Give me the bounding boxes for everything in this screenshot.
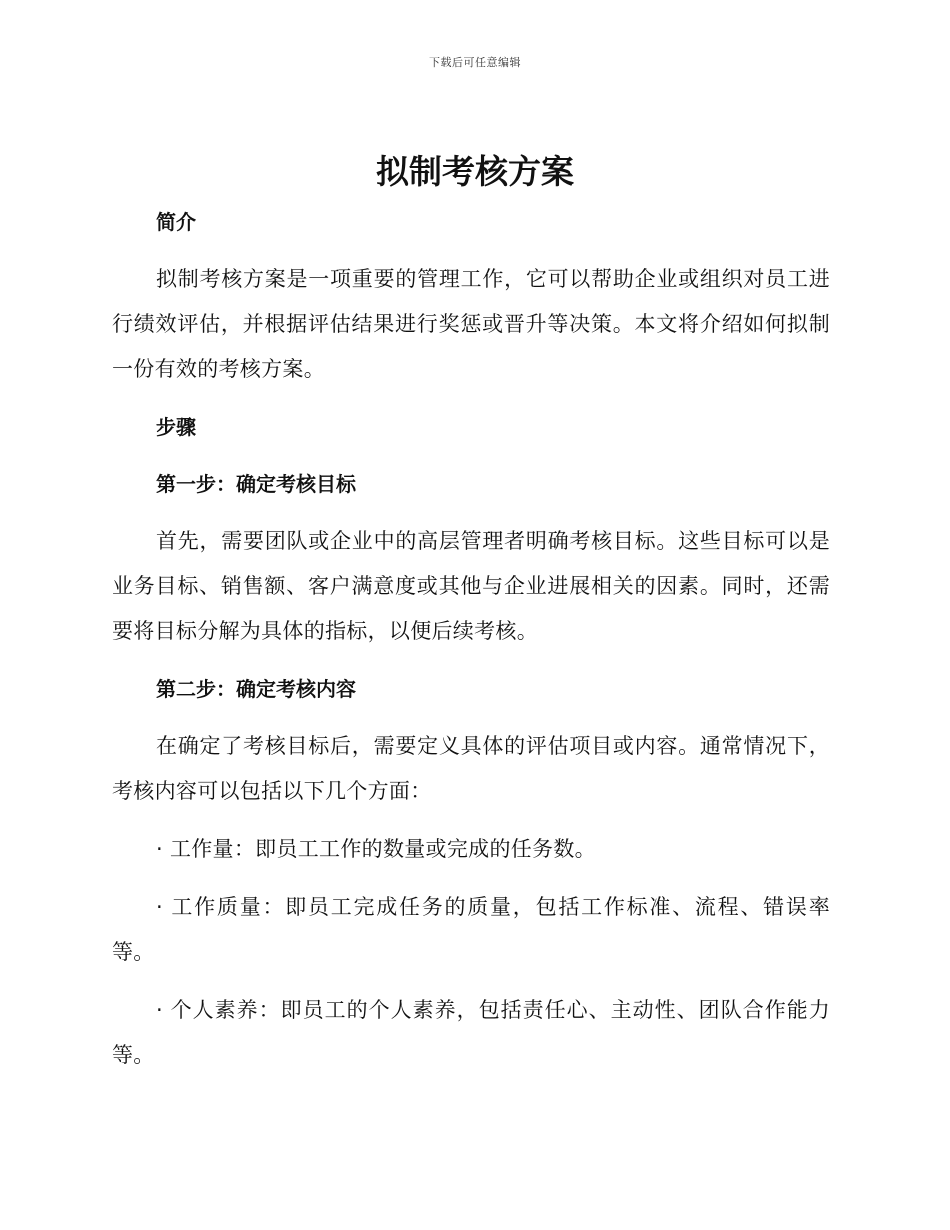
document-title: 拟制考核方案 — [376, 152, 574, 191]
header-note: 下载后可任意编辑 — [429, 56, 521, 69]
step1-heading: 第一步：确定考核目标 — [156, 472, 356, 496]
steps-heading: 步骤 — [156, 415, 196, 439]
step1-paragraph: 首先，需要团队或企业中的高层管理者明确考核目标。这些目标可以是业务目标、销售额、客户满意度或其他与企业进展相关的因素。同时，还需要将目标分解为具体的指标，以便后续考核。 — [112, 529, 830, 643]
bullet-item: · 工作质量：即员工完成任务的质量，包括工作标准、流程、错误率等。 — [112, 895, 830, 964]
step2-paragraph: 在确定了考核目标后，需要定义具体的评估项目或内容。通常情况下，考核内容可以包括以下几个方面： — [112, 734, 830, 803]
step2-heading: 第二步：确定考核内容 — [156, 677, 356, 701]
bullet-item: · 个人素养：即员工的个人素养，包括责任心、主动性、团队合作能力等。 — [112, 998, 830, 1067]
intro-heading: 简介 — [156, 210, 196, 234]
intro-paragraph: 拟制考核方案是一项重要的管理工作，它可以帮助企业或组织对员工进行绩效评估，并根据评估结果进行奖惩或晋升等决策。本文将介绍如何拟制一份有效的考核方案。 — [112, 267, 830, 381]
document-body — [112, 200, 830, 1078]
bullet-item: · 工作量：即员工工作的数量或完成的任务数。 — [156, 837, 596, 861]
